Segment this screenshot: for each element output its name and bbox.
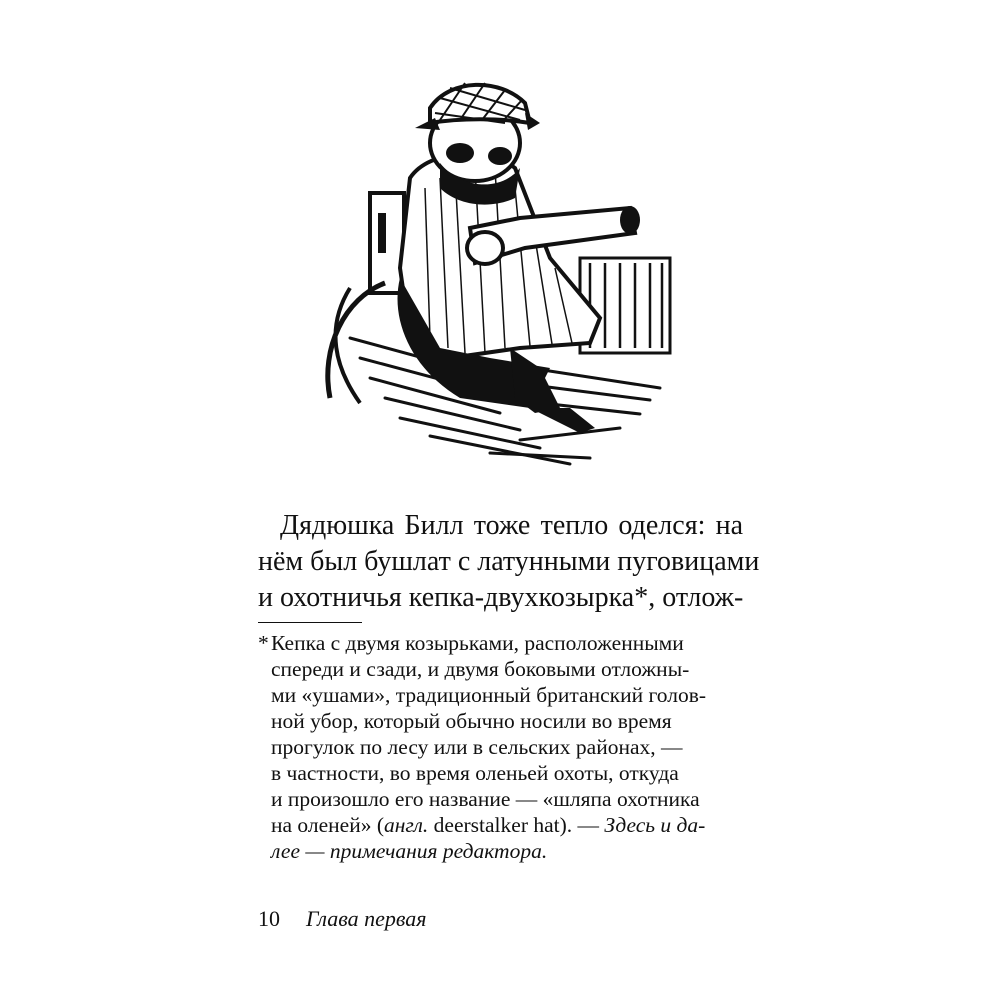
footnote-text: deerstalker hat). —: [428, 813, 605, 837]
footnote-separator: [258, 622, 362, 623]
footnote-line: ной убор, который обычно носили во время: [271, 709, 672, 733]
footnote-line: спереди и сзади, и двумя боковыми отложны-: [271, 657, 690, 681]
footnote-lang-abbr: англ.: [384, 813, 429, 837]
ink-drawing-man-in-deerstalker: [290, 68, 710, 478]
footnote-line: и произошло его название — «шляпа охотника: [271, 787, 700, 811]
footnote-text: на оленей» (: [271, 813, 385, 837]
footnote-line: прогулок по лесу или в сельских районах, —: [271, 735, 683, 759]
footnote-line: ми «ушами», традиционный британский голов-: [271, 683, 707, 707]
footnote-marker: *: [258, 631, 269, 655]
footnote-text: Кепка с двумя козырьками, расположенными: [271, 631, 684, 655]
body-line: нём был бушлат с латунными пуговицами: [258, 546, 760, 577]
footnote-line: [258, 630, 743, 656]
footnote-line: лее — примечания редактора.: [271, 839, 548, 863]
illustration: [290, 68, 710, 478]
footnote-line: в частности, во время оленьей охоты, откуда: [271, 761, 679, 785]
chapter-title: Глава первая: [306, 906, 427, 931]
body-line: и охотничья кепка-двухкозырка*, отлож-: [258, 582, 744, 613]
footnote-line: [258, 812, 743, 838]
body-line: Дядюшка Билл тоже тепло оделся: на: [280, 510, 743, 541]
page-footer: [258, 906, 427, 932]
editor-note: Здесь и да-: [604, 813, 706, 837]
body-text: [258, 508, 760, 616]
page-number: 10: [258, 906, 280, 931]
footnote: [258, 630, 743, 864]
